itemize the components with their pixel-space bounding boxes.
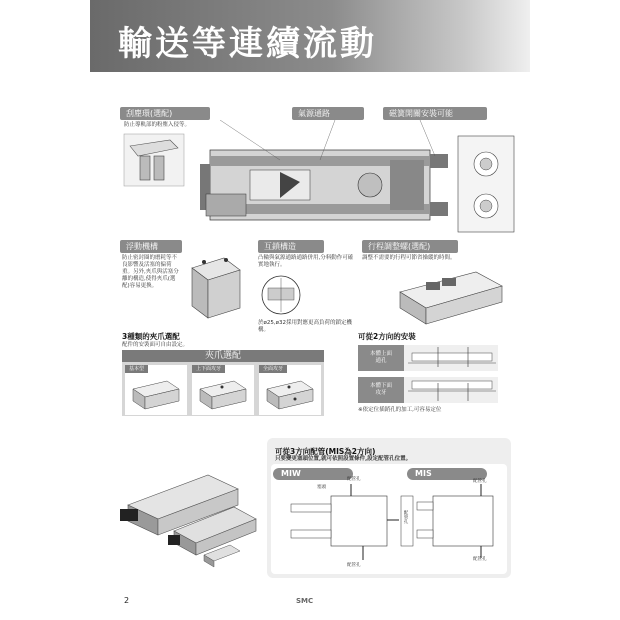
- jaw-selection-subtitle: 配件的安裝面可自由設定。: [122, 342, 189, 348]
- piping-diagram-area: [271, 464, 507, 574]
- scraper-label: 刮塵環(選配): [120, 107, 210, 120]
- floating-mechanism-illustration: [184, 254, 244, 329]
- piping-drawing: [271, 484, 507, 564]
- page-title: 輸送等連續流動: [118, 24, 377, 64]
- mount-label: [358, 345, 404, 371]
- model-miw-pill: MIW: [273, 468, 353, 480]
- page-number: 2: [124, 596, 130, 605]
- side-port-label: 配管孔: [403, 510, 408, 524]
- mis-port-label-top: 配管孔: [473, 479, 487, 484]
- interlock-detail-circle: [260, 274, 302, 316]
- jaw-panel-header: 夾爪選配: [122, 350, 324, 362]
- mount-label: [358, 377, 404, 403]
- jaw-topbottom-illustration: [198, 377, 248, 411]
- mount-label-line1: 本體上面: [369, 351, 392, 357]
- cylinder-cutaway-drawing: [120, 120, 520, 245]
- jaw-option-label: 全面攻牙: [259, 365, 287, 373]
- plug-label: 塞頭: [317, 485, 326, 490]
- mount-top-drawing: [408, 347, 496, 369]
- mounting-note: ※依定位插銷孔的加工,可容易定位: [358, 407, 442, 413]
- side-view-drawing: [458, 136, 514, 232]
- port-label-top: 配管孔: [347, 477, 361, 482]
- jaw-option-label: 基本型: [125, 365, 148, 373]
- mount-label-line2: 攻牙: [375, 390, 387, 396]
- stroke-adjust-illustration: [396, 268, 506, 328]
- floating-label: 浮動機構: [120, 240, 182, 253]
- cylinder-body: [200, 150, 448, 220]
- smc-logo: SMC: [296, 597, 314, 605]
- mount-label-line1: 本體下面: [369, 383, 392, 389]
- piping-section: [267, 438, 511, 578]
- jaw-detail-illustration: [124, 134, 184, 186]
- switch-label: 磁簧開關安裝可能: [383, 107, 487, 120]
- air-passage-label: 氣源通路: [292, 107, 364, 120]
- jaw-basic-illustration: [131, 377, 181, 411]
- mount-row-top-through: [358, 345, 498, 371]
- stroke-adjust-note: 調整不需要的行程可節省操縱的時間。: [362, 255, 456, 261]
- mis-port-label-bottom: 配管孔: [473, 557, 487, 562]
- interlock-label: 互鎖構造: [258, 240, 324, 253]
- jaw-all-illustration: [265, 377, 315, 411]
- stroke-adjust-label: 行程調整螺(選配): [362, 240, 458, 253]
- mount-bottom-drawing: [408, 379, 496, 401]
- piping-subtitle: 只要變更塞頭位置,就可依照設置條件,設定配管孔位置。: [275, 456, 412, 462]
- piping-title: 可從3方向配管(MIS為2方向): [275, 447, 376, 456]
- mount-label-line2: 通孔: [375, 358, 387, 364]
- product-photo: [118, 455, 268, 575]
- jaw-option-top-bottom-tap: [192, 365, 254, 415]
- jaw-option-all-tap: [259, 365, 321, 415]
- mounting-title: 可從2方向的安裝: [358, 332, 416, 341]
- jaw-selection-title: 3種類的夾爪選配: [122, 332, 180, 341]
- interlock-note-2: 於ø25,ø32採用對應更高負荷的鎖定機構。: [258, 320, 352, 333]
- floating-note: 防止密封圈的磨耗等不良影響及活塞的偏荷重。另外,夾爪與活塞分離的構造,使得夾爪(選配)容易更換。: [122, 255, 179, 289]
- jaw-options-panel: [122, 350, 324, 416]
- port-label-bottom: 配管孔: [347, 563, 361, 568]
- jaw-option-basic: [125, 365, 187, 415]
- interlock-note: 凸輪與氣源通路通路併用,分料動作可確實地執行。: [258, 255, 354, 268]
- jaw-option-label: 上下面攻牙: [192, 365, 225, 373]
- scraper-note: 防止導軌部的粉塵入侵等。: [124, 122, 191, 128]
- mount-row-bottom-tap: [358, 377, 498, 403]
- model-mis-pill: MIS: [407, 468, 487, 480]
